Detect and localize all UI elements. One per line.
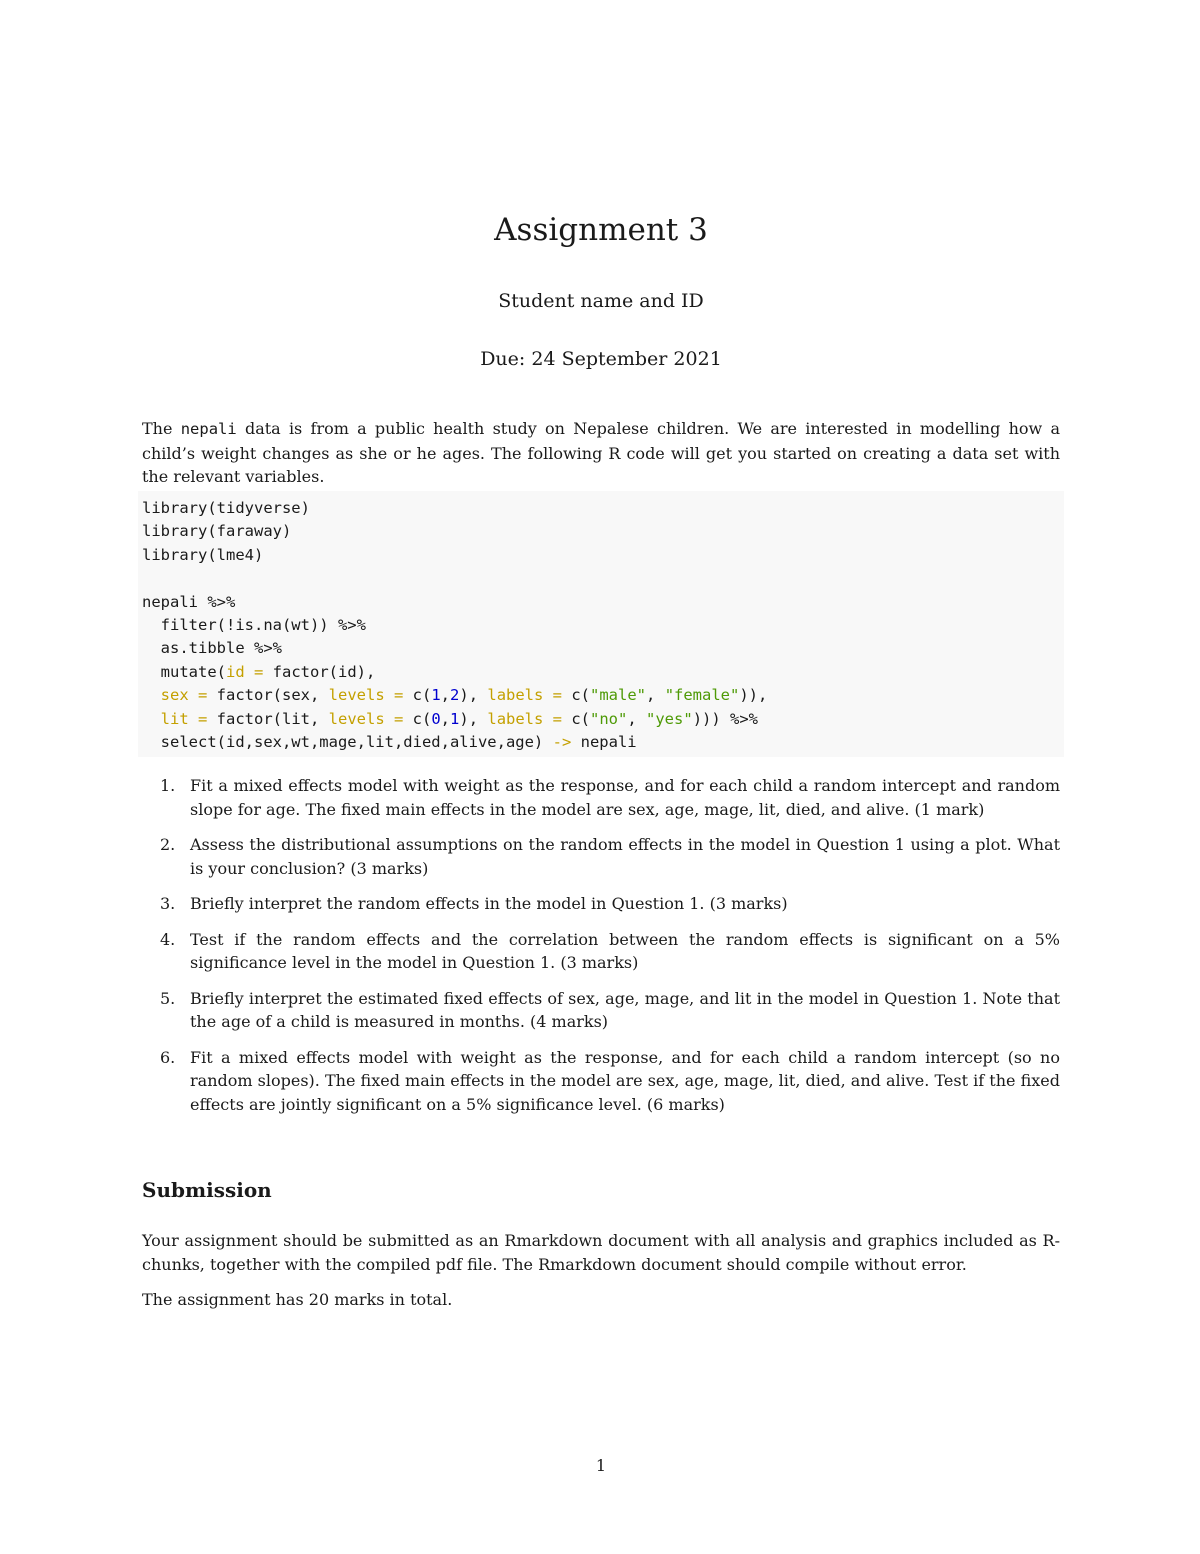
code-token: c( bbox=[403, 709, 432, 728]
intro-text-before: The bbox=[142, 419, 181, 438]
question-item bbox=[142, 892, 1060, 916]
question-text: Test if the random effects and the correlation between the random effects is significant on a 5% significance level in the model in Question 1. (3 marks) bbox=[190, 929, 1060, 972]
question-number: 5. bbox=[160, 988, 176, 1008]
code-number: 1 bbox=[431, 686, 441, 705]
question-number: 1. bbox=[160, 776, 176, 795]
question-text: Briefly interpret the estimated fixed effects of sex, age, mage, and lit in the model in Question 1. Note that the age of a child is measured in months. (4 marks) bbox=[190, 988, 1060, 1031]
code-token: ))) %>% bbox=[692, 709, 759, 728]
code-line: as.tibble %>% bbox=[142, 639, 282, 658]
code-line: library(tidyverse) bbox=[142, 499, 310, 517]
code-string: "male" bbox=[590, 686, 647, 705]
question-item bbox=[142, 774, 1060, 821]
submission-heading: Submission bbox=[142, 1178, 272, 1202]
code-token: factor(sex, bbox=[207, 686, 329, 705]
code-token: )), bbox=[739, 686, 768, 705]
question-list bbox=[142, 774, 1060, 1128]
question-number: 6. bbox=[160, 1047, 176, 1067]
code-token: c( bbox=[562, 686, 591, 705]
document-author: Student name and ID bbox=[498, 290, 704, 312]
code-token: ), bbox=[459, 709, 488, 728]
question-number: 2. bbox=[160, 835, 176, 854]
intro-inline-code: nepali bbox=[180, 420, 237, 438]
question-number: 4. bbox=[160, 929, 176, 949]
document-title: Assignment 3 bbox=[494, 212, 708, 248]
r-code-block bbox=[138, 491, 1064, 757]
code-token: select(id,sex,wt,mage,lit,died,alive,age) bbox=[142, 733, 553, 752]
intro-text-after: data is from a public health study on Nepalese children. We are interested in modelling how a child’s weight changes as she or he ages. The following R code will get you started on creating a data set with the relevant variables. bbox=[142, 419, 1061, 486]
code-number: 0 bbox=[431, 709, 441, 728]
code-token: , bbox=[440, 686, 451, 705]
question-item bbox=[142, 987, 1060, 1034]
submission-paragraph: Your assignment should be submitted as an Rmarkdown document with all analysis and graphics included as R-chunks, together with the compiled pdf file. The Rmarkdown document should compile without error. bbox=[142, 1231, 1060, 1274]
code-keyword: lit = bbox=[160, 709, 208, 728]
code-token: , bbox=[646, 686, 665, 705]
code-token: mutate( bbox=[142, 662, 226, 681]
code-string: "yes" bbox=[646, 709, 693, 728]
code-token: c( bbox=[403, 686, 432, 705]
code-keyword: labels = bbox=[487, 709, 563, 728]
code-token: nepali bbox=[571, 733, 637, 752]
question-item bbox=[142, 1046, 1060, 1117]
document-date: Due: 24 September 2021 bbox=[480, 348, 722, 370]
code-string: "female" bbox=[664, 686, 740, 705]
code-keyword: levels = bbox=[328, 686, 404, 705]
code-number: 1 bbox=[450, 709, 460, 728]
question-text: Assess the distributional assumptions on the random effects in the model in Question 1 using a plot. What is your conclusion? (3 marks) bbox=[190, 835, 1060, 878]
intro-paragraph bbox=[142, 417, 1060, 489]
code-line: library(lme4) bbox=[142, 545, 264, 564]
code-keyword: -> bbox=[552, 733, 572, 752]
question-number: 3. bbox=[160, 894, 176, 913]
question-text: Briefly interpret the random effects in the model in Question 1. (3 marks) bbox=[190, 894, 788, 913]
code-keyword: sex = bbox=[160, 686, 208, 705]
code-token: factor(id), bbox=[263, 662, 376, 681]
total-marks-paragraph: The assignment has 20 marks in total. bbox=[142, 1290, 453, 1309]
code-token: factor(lit, bbox=[207, 709, 329, 728]
question-text: Fit a mixed effects model with weight as the response, and for each child a random intercept and random slope for age. The fixed main effects in the model are sex, age, mage, lit, died, and alive. (1 mark) bbox=[190, 776, 1060, 819]
code-token: , bbox=[440, 709, 451, 728]
code-number: 2 bbox=[450, 686, 460, 705]
code-token: , bbox=[627, 709, 647, 728]
code-line: library(faraway) bbox=[142, 522, 292, 541]
page-number: 1 bbox=[595, 1456, 607, 1475]
code-keyword: labels = bbox=[487, 686, 563, 705]
question-text: Fit a mixed effects model with weight as the response, and for each child a random intercept (so no random slopes). The fixed main effects in the model are sex, age, mage, lit, died, and alive. Test if the fixed effects are jointly significant on a 5% significance level. (6 marks) bbox=[190, 1047, 1060, 1114]
code-keyword: levels = bbox=[328, 709, 404, 728]
question-item bbox=[142, 833, 1060, 880]
code-string: "no" bbox=[590, 709, 628, 728]
code-token: c( bbox=[562, 709, 591, 728]
code-token: ), bbox=[459, 686, 488, 705]
code-line: nepali %>% bbox=[142, 592, 236, 611]
question-item bbox=[142, 928, 1060, 975]
code-line: filter(!is.na(wt)) %>% bbox=[142, 616, 366, 635]
code-keyword: id = bbox=[226, 662, 264, 681]
